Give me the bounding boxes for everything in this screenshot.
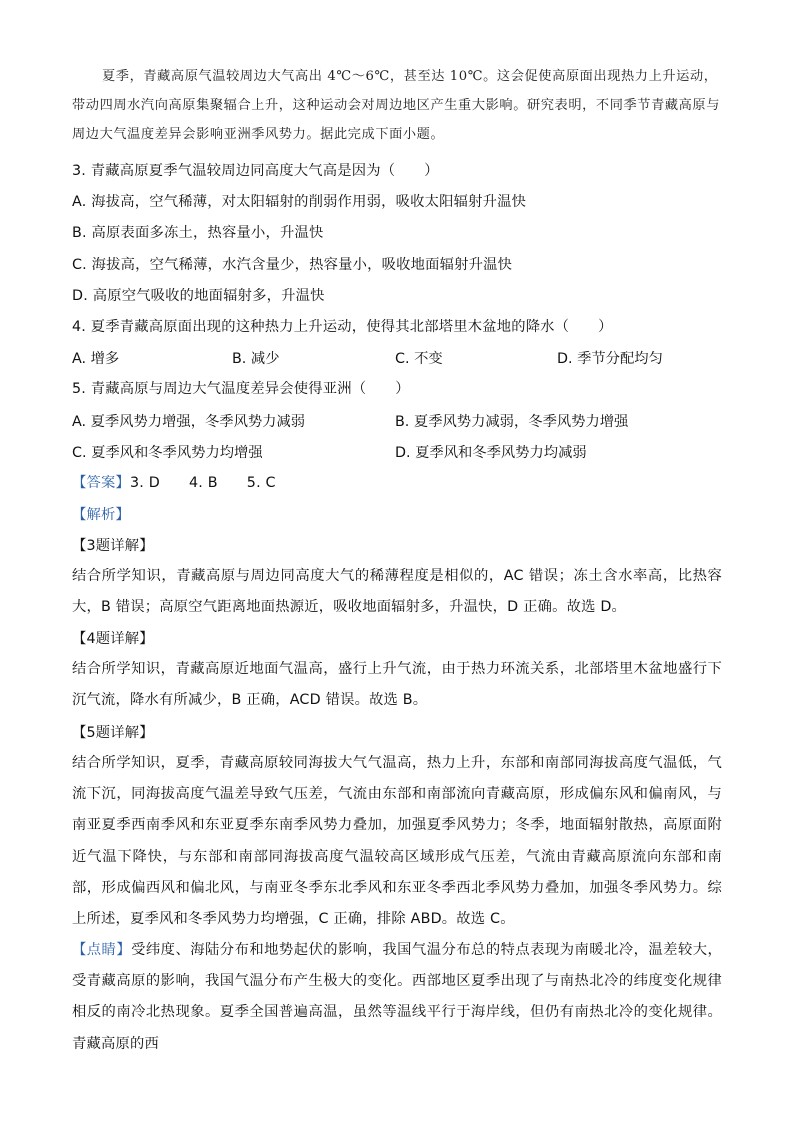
dianjing-label: 【点睛】 [72,942,132,958]
d5-title: 【5题详解】 [72,725,154,741]
q3-option-c: C. 海拔高，空气稀薄，水汽含量少，热容量小，吸收地面辐射升温快 [72,257,513,273]
q5-option-b: B. 夏季风势力减弱，冬季风势力增强 [395,414,629,430]
q4-option-c: C. 不变 [395,351,443,367]
q4-option-d: D. 季节分配均匀 [557,351,663,367]
q4-options [72,348,732,368]
dianjing-text: 受纬度、海陆分布和地势起伏的影响，我国气温分布总的特点表现为南暖北冷，温差较大，受青藏高原的影响，我国气温分布产生极大的变化。西部地区夏季出现了与南热北冷的纬度变化规律相反的南冷北热现象。夏季全国普遍高温，虽然等温线平行于海岸线，但仍有南热北冷的变化规律。青藏高原的西 [72,942,722,1052]
q3-stem: 3. 青藏高原夏季气温较周边同高度大气高是因为（ ） [72,163,439,179]
q4-stem: 4. 夏季青藏高原面出现的这种热力上升运动，使得其北部塔里木盆地的降水（ ） [72,319,613,335]
d4-title: 【4题详解】 [72,631,154,647]
q3-option-a: A. 海拔高，空气稀薄，对太阳辐射的削弱作用弱，吸收太阳辐射升温快 [72,194,527,210]
d3-text: 结合所学知识，青藏高原与周边同高度大气的稀薄程度是相似的，AC 错误；冻土含水率高，比热容大，B 错误；高原空气距离地面热源近，吸收地面辐射多，升温快，D 正确。故选 D。 [72,568,722,616]
answer-text: 3. D 4. B 5. C [130,475,276,491]
q5-option-c: C. 夏季风和冬季风势力均增强 [72,445,263,461]
answer-line [72,473,732,493]
dianjing-paragraph [72,935,722,1060]
q3-option-d: D. 高原空气吸收的地面辐射多，升温快 [72,288,325,304]
q3-option-b: B. 高原表面多冻土，热容量小，升温快 [72,225,324,241]
d3-title: 【3题详解】 [72,538,154,554]
answer-label: 【答案】 [72,475,130,491]
d4-text: 结合所学知识，青藏高原近地面气温高，盛行上升气流，由于热力环流关系，北部塔里木盆地盛行下沉气流，降水有所减少，B 正确，ACD 错误。故选 B。 [72,661,722,709]
intro-paragraph: 夏季，青藏高原气温较周边大气高出 4℃～6℃，甚至达 10℃。这会促使高原面出现热力上升运动，带动四周水汽向高原集聚辐合上升，这种运动会对周边地区产生重大影响。研究表明，不同季节青藏高原与周边大气温度差异会影响亚洲季风势力。据此完成下面小题。 [72,69,721,142]
d5-text: 结合所学知识，夏季，青藏高原较同海拔大气气温高，热力上升，东部和南部同海拔高度气温低，气流下沉，同海拔高度气温差导致气压差，气流由东部和南部流向青藏高原，形成偏东风和偏南风，与南亚夏季西南季风和东亚夏季东南季风势力叠加，加强夏季风势力；冬季，地面辐射散热，高原面附近气温下降快，与东部和南部同海拔高度气温较高区域形成气压差，气流由青藏高原流向东部和南部，形成偏西风和偏北风，与南亚冬季东北季风和东亚冬季西北季风势力叠加，加强冬季风势力。综上所述，夏季风和冬季风势力均增强，C 正确，排除 ABD。故选 C。 [72,755,722,928]
q4-option-a: A. 增多 [72,351,120,367]
analysis-label: 【解析】 [72,507,130,523]
q5-stem: 5. 青藏高原与周边大气温度差异会使得亚洲（ ） [72,381,410,397]
q5-option-d: D. 夏季风和冬季风势力均减弱 [395,445,587,461]
q4-option-b: B. 减少 [232,351,280,367]
q5-options-row1 [72,411,732,431]
q5-options-row2 [72,442,732,462]
q5-option-a: A. 夏季风势力增强，冬季风势力减弱 [72,414,306,430]
